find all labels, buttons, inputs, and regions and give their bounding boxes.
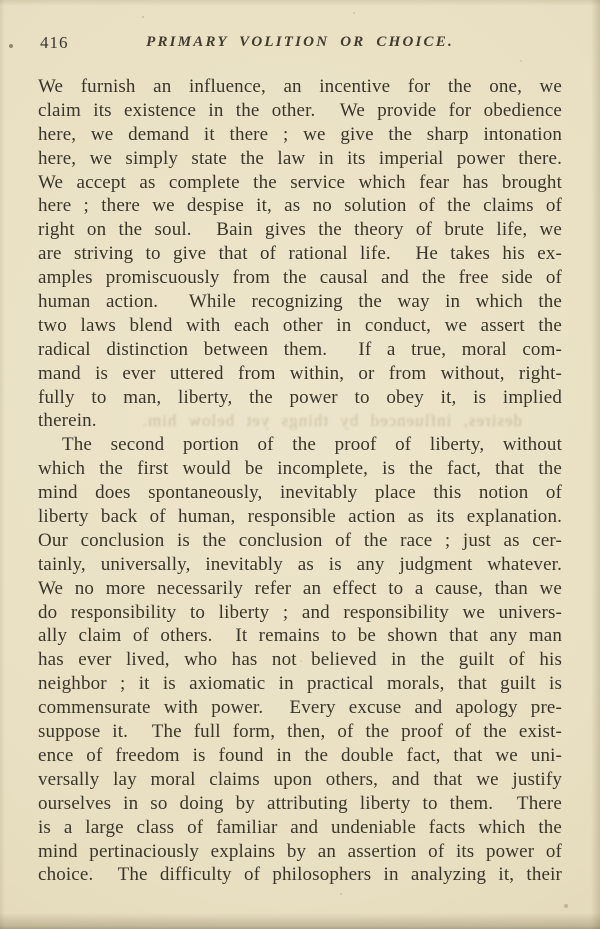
text-line: mind does spontaneously, inevitably place this notion of (38, 482, 562, 504)
text-line: We furnish an influence, an incentive for the one, we (38, 76, 562, 97)
page-number: 416 (40, 33, 69, 52)
running-header: PRIMARY VOLITION OR CHOICE. (146, 34, 454, 50)
text-line: amples promiscuously from the causal and the free side of (38, 267, 562, 289)
text-line: choice. The difficulty of philosophers in analyzing it, their (38, 864, 562, 886)
text-line: Our conclusion is the conclusion of the race ; just as cer- (38, 529, 562, 551)
text-line: is a large class of familiar and undeniable facts which the (38, 816, 562, 838)
text-line: ence of freedom is found in the double fact, that we uni- (38, 744, 562, 766)
text-line: are striving to give that of rational life. He takes his ex- (38, 243, 562, 265)
page-edge-shadow-top (0, 0, 600, 6)
text-line: We no more necessarily refer an effect to a cause, than we (38, 577, 562, 599)
text-line: which the first would be incomplete, is the fact, that the (38, 458, 562, 480)
page-edge-shadow-bottom (0, 913, 600, 929)
page-body (38, 75, 562, 887)
text-line: mand is ever uttered from within, or from without, right- (38, 362, 562, 384)
text-line: liberty back of human, responsible action as its explanation. (38, 506, 562, 528)
text-line: two laws blend with each other in conduct, we assert the (38, 314, 562, 336)
text-line: commensurate with power. Every excuse and apology pre- (38, 697, 562, 719)
text-line: ally claim of others. It remains to be shown that any man (38, 625, 562, 647)
text-line: radical distinction between them. If a true, moral com- (38, 338, 562, 360)
text-line: claim its existence in the other. We provide for obedience (38, 99, 562, 121)
page-edge-shadow-right (591, 0, 600, 929)
text-line: here, we demand it there ; we give the sharp intonation (38, 123, 562, 145)
text-line: suppose it. The full form, then, of the proof of the exist- (38, 721, 562, 743)
text-line: therein. (38, 410, 97, 432)
text-line: versally lay moral claims upon others, and that we justify (38, 768, 562, 790)
text-line: do responsibility to liberty ; and responsibility we univers- (38, 601, 562, 623)
text-line: ourselves in so doing by attributing liberty to them. There (38, 792, 562, 814)
text-line: here, we simply state the law in its imperial power there. (38, 147, 562, 169)
text-line: here ; there we despise it, as no solution of the claims of (38, 195, 562, 217)
text-line: neighbor ; it is axiomatic in practical morals, that guilt is (38, 673, 562, 695)
text-line: tainly, universally, inevitably as is any judgment whatever. (38, 553, 562, 575)
page-edge-shadow-left (0, 0, 5, 929)
show-through-text: desires, influenced by things yet below him. (141, 411, 522, 430)
text-line: right on the soul. Bain gives the theory of brute life, we (38, 219, 562, 241)
text-line: mind pertinaciously explains by an assertion of its power of (38, 840, 562, 862)
page-header (0, 31, 600, 55)
text-line: We accept as complete the service which fear has brought (38, 171, 562, 193)
text-line: human action. While recognizing the way in which the (38, 291, 562, 313)
text-line: has ever lived, who has not believed in the guilt of his (38, 649, 562, 671)
text-line: fully to man, liberty, the power to obey it, is implied (38, 386, 562, 408)
text-line: The second portion of the proof of liberty, without (62, 434, 562, 456)
